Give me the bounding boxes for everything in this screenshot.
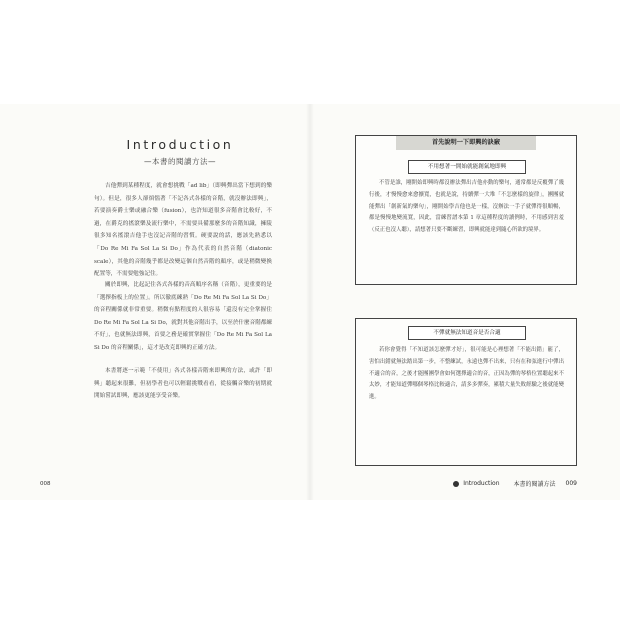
tip-box-subheader-2: 不彈就無法知道音是否合適 <box>408 326 526 340</box>
tip-box-2 <box>355 318 577 466</box>
running-footer <box>453 479 577 488</box>
tip-box-header: 首先說明一下即興的訣竅 <box>396 136 536 150</box>
tip-box-text-2: 若你會覺得「不知道該怎麼彈才好」，很可能是心裡想著「不能出錯」罷了，害怕出錯就無法踏出第一步，不整練試，永遠也彈不出來，只有在和弦進行中彈出不適合的音，之後才能團團學會如何選擇適合的音，正因為彈的琴格位置聽起來不太妙，才能知道彈哪個琴格比較適合，請多多彈奏，累積大量失敗經驗之後就能變進。 <box>369 347 564 401</box>
tip-box-1 <box>355 135 577 285</box>
book-spread <box>0 104 620 500</box>
tip-box-subheader-1: 不用想著一開始就能創氣地即興 <box>408 160 526 174</box>
left-page <box>0 104 310 500</box>
page-number-left: 008 <box>40 481 51 487</box>
page-number-right: 009 <box>565 480 577 487</box>
page-title: Introduction <box>126 137 234 152</box>
footer-chapter: 本書的閱讀方法 <box>513 481 556 488</box>
page-subtitle: —本書的閱讀方法— <box>144 157 216 166</box>
body-paragraph-3: 本書將逐一示範「不使用」各式各樣音階來即興的方法，或許「即興」聽起來很難，但初學者也可以輕鬆挑戰看看，從接觸音樂的初期就開始嘗試即興，應該更能享受音樂。 <box>94 368 272 400</box>
footer-section: Introduction <box>463 480 500 487</box>
body-paragraph-2: 關於即興，比起記住各式各樣的音高順序名稱（音階），更重要的是「選擇指板上的位置」。所以徹底練熟「Do Re Mi Fa Sol La Si Do」的音程關係就非常重要。稍微有點程度的人很容易「還沒有完全掌握住 Do Re Mi Fa Sol La Si Do，就對其他音階出手，以至於什麼音階都練不好」，也就無法即興，首要之務是確實掌握住「Do Re Mi Fa Sol La Si Do 的音程關係」，這才是改克即興的正確方法。 <box>94 282 272 351</box>
right-page <box>310 104 620 500</box>
tip-box-text-1: 不管是誰，剛開始即興時都沒辦法彈出吉他亦動的樂句，通常都是反覆彈了幾行後，才慢慢愈來愈擴寬，也就是說，持續彈一大堆「不怎麼樣的旋律」，團團就能彈出「創新氣的樂句」，剛開始學吉他也是一樣，沒辦法一手子就彈得很順暢，都是慢慢地變流寬，因此，當練習譜本第 1 章這種程度的讀例時，不用感到害羞（反正也沒人聽），請想著只要不斷練習，即興就能達到隨心所欲的境界。 <box>369 180 564 234</box>
body-paragraph-1: 吉他彈到某種程度，就會想挑戰「ad lib」（即興彈出當下想到的樂句）。但是，很多人卻煩惱著「不記各式各樣的音階，就沒辦法即興」，若要演奏爵士樂或融合樂（fusion），也許知道很多音階會比較好，不過，在爵克的搖滾樂及流行樂中，不需要具備那麼多的音階知識，擁陵很多知名搖滾吉他手也沒記音階的習慣。硬要說的話，應該先熟悉以「Do Re Mi Fa Sol La Si Do」作為代表的自然音階（diatonic scale），其他的音階幾乎都是改變這個自然音階的顏序，或是稍微變換配置等，不需要勉強記住。 <box>94 183 272 278</box>
bullet-icon <box>453 481 459 487</box>
